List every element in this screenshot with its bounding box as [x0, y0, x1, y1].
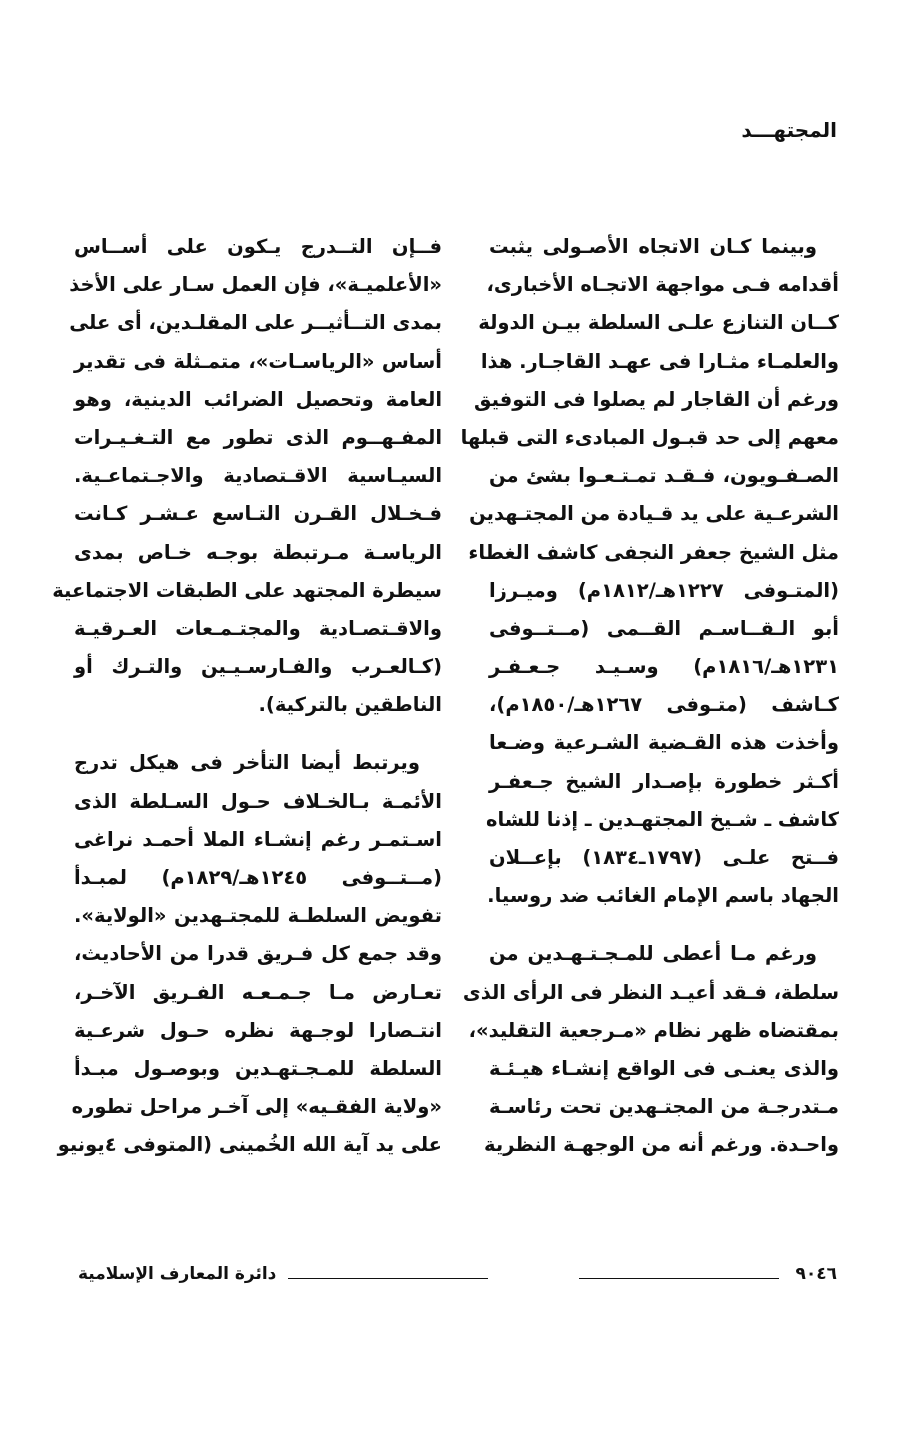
paragraph	[462, 935, 839, 1164]
text-line: بمقتضاه ظهر نظام «مـرجعية التقليد»،	[468, 1018, 839, 1042]
text-line: وقد جمع كل فـريق قدرا من الأحاديث،	[74, 942, 442, 966]
text-line: (كـالعـرب والفـارسـيـين والتـرك أو	[74, 655, 442, 679]
text-line: ويرتبط أيضا التأخر فى هيكل تدرج	[74, 751, 420, 775]
paragraph	[57, 744, 442, 1164]
text-line: الشرعـية على يد قـيادة من المجتـهدين	[469, 502, 839, 526]
text-line: بمدى التــأثيــر على المقلـدين، أى على	[69, 311, 442, 335]
text-line: الأئمـة بـالخـلاف حـول السـلطة الذى	[74, 789, 442, 813]
text-line: كـاشف (متـوفى ١٢٦٧هـ/١٨٥٠م)،	[489, 693, 839, 717]
text-line: الناطقين بالتركية).	[258, 693, 442, 717]
text-line: «ولاية الفقـيه» إلى آخـر مراحل تطوره	[71, 1095, 442, 1119]
left-column	[52, 228, 442, 1185]
text-line: ورغم مـا أعطى للمـجـتـهـدين من	[489, 942, 817, 966]
footer-rule	[579, 1278, 779, 1279]
text-line: واحـدة. ورغم أنه من الوجهـة النظرية	[484, 1133, 839, 1157]
text-line: (مــتــوفى ١٢٤٥هـ/١٨٢٩م) لمبـدأ	[74, 866, 442, 889]
text-line: أقدامه فـى مواجهة الاتجـاه الأخبارى،	[486, 273, 839, 297]
text-line: تعـارض مـا جـمـعـه الفـريق الآخـر،	[74, 980, 442, 1004]
text-line: (المتـوفى ١٢٢٧هـ/١٨١٢م) وميـرزا	[489, 578, 839, 602]
text-line: كــان التنازع علـى السلطة بيـن الدولة	[478, 311, 839, 335]
text-line: فــإن التــدرج يـكون على أســاس	[74, 235, 442, 258]
paragraph	[460, 228, 839, 915]
text-line: الصـفـويون، فـقـد تمـتـعـوا بشئ من	[489, 464, 839, 488]
text-line: مثل الشيخ جعفر النجفى كاشف الغطاء	[468, 540, 839, 564]
text-line: كاشف ـ شـيخ المجتهـدين ـ إذنا للشاه	[485, 807, 839, 831]
publication-title: دائرة المعارف الإسلامية	[78, 1264, 277, 1284]
text-line: وبينما كـان الاتجاه الأصـولى يثبت	[489, 235, 817, 258]
text-line: المفـهــوم الذى تطور مع التـغـيـرات	[74, 425, 442, 449]
text-line: سيطرة المجتهد على الطبقات الاجتماعية	[52, 578, 442, 602]
text-line: معهم إلى حد قبـول المبادىء التى قبلها	[460, 425, 839, 449]
text-line: والاقـتصـادية والمجتـمـعات العـرقيـة	[74, 616, 442, 640]
text-line: اسـتمـر رغم إنشـاء الملا أحمـد نراغى	[74, 827, 442, 851]
text-line: انتـصارا لوجـهة نظره حـول شرعـية	[74, 1018, 442, 1042]
text-line: الرياسـة مـرتبطة بوجـه خـاص بمدى	[74, 540, 442, 564]
text-line: سلطة، فـقد أعيـد النظر فى الرأى الذى	[462, 980, 839, 1004]
text-line: ١٢٣١هـ/١٨١٦م) وسـيـد جـعـفـر	[489, 655, 839, 679]
text-line: على يد آية الله الخُمينى (المتوفى ٤يونيو	[57, 1133, 442, 1157]
text-line: فــتح علـى (١٧٩٧ـ١٨٣٤) بإعــلان	[489, 846, 839, 869]
text-line: والعلمـاء مثـارا فى عهـد القاجـار. هذا	[480, 349, 839, 373]
running-header: المجتهـــد	[741, 118, 837, 142]
footer-rule	[288, 1278, 488, 1279]
text-line: «الأعلميـة»، فإن العمل سـار على الأخذ	[69, 273, 442, 297]
paragraph	[52, 228, 442, 724]
text-line: تفويض السلطـة للمجتـهدين «الولاية».	[74, 904, 442, 928]
text-line: وأخذت هذه القـضية الشـرعية وضـعا	[489, 731, 839, 755]
text-line: العامة وتحصيل الضرائب الدينية، وهو	[74, 387, 442, 411]
right-column	[460, 228, 839, 1185]
text-line: السلطة للمـجـتهـدين وبوصـول مبـدأ	[74, 1056, 442, 1080]
text-line: مـتدرجـة من المجتـهدين تحت رئاسـة	[489, 1095, 839, 1119]
page-footer	[78, 1264, 837, 1294]
text-line: فـخـلال القـرن التـاسع عـشـر كـانت	[74, 502, 442, 526]
page-number: ٩٠٤٦	[795, 1264, 837, 1284]
text-line: والذى يعنـى فى الواقع إنشـاء هيـئـة	[489, 1056, 839, 1080]
text-line: ورغم أن القاجار لم يصلوا فى التوفيق	[474, 387, 839, 411]
text-line: أكـثر خطورة بإصـدار الشيخ جـعفـر	[489, 769, 839, 793]
text-line: أساس «الرياسـات»، متمـثلة فى تقدير	[74, 349, 442, 373]
text-line: السيـاسية الاقـتصادية والاجـتماعـية.	[74, 464, 442, 488]
text-line: أبو الـقــاسـم القــمى (مــتــوفى	[489, 616, 839, 640]
text-line: الجهاد باسم الإمام الغائب ضد روسيا.	[487, 884, 839, 908]
